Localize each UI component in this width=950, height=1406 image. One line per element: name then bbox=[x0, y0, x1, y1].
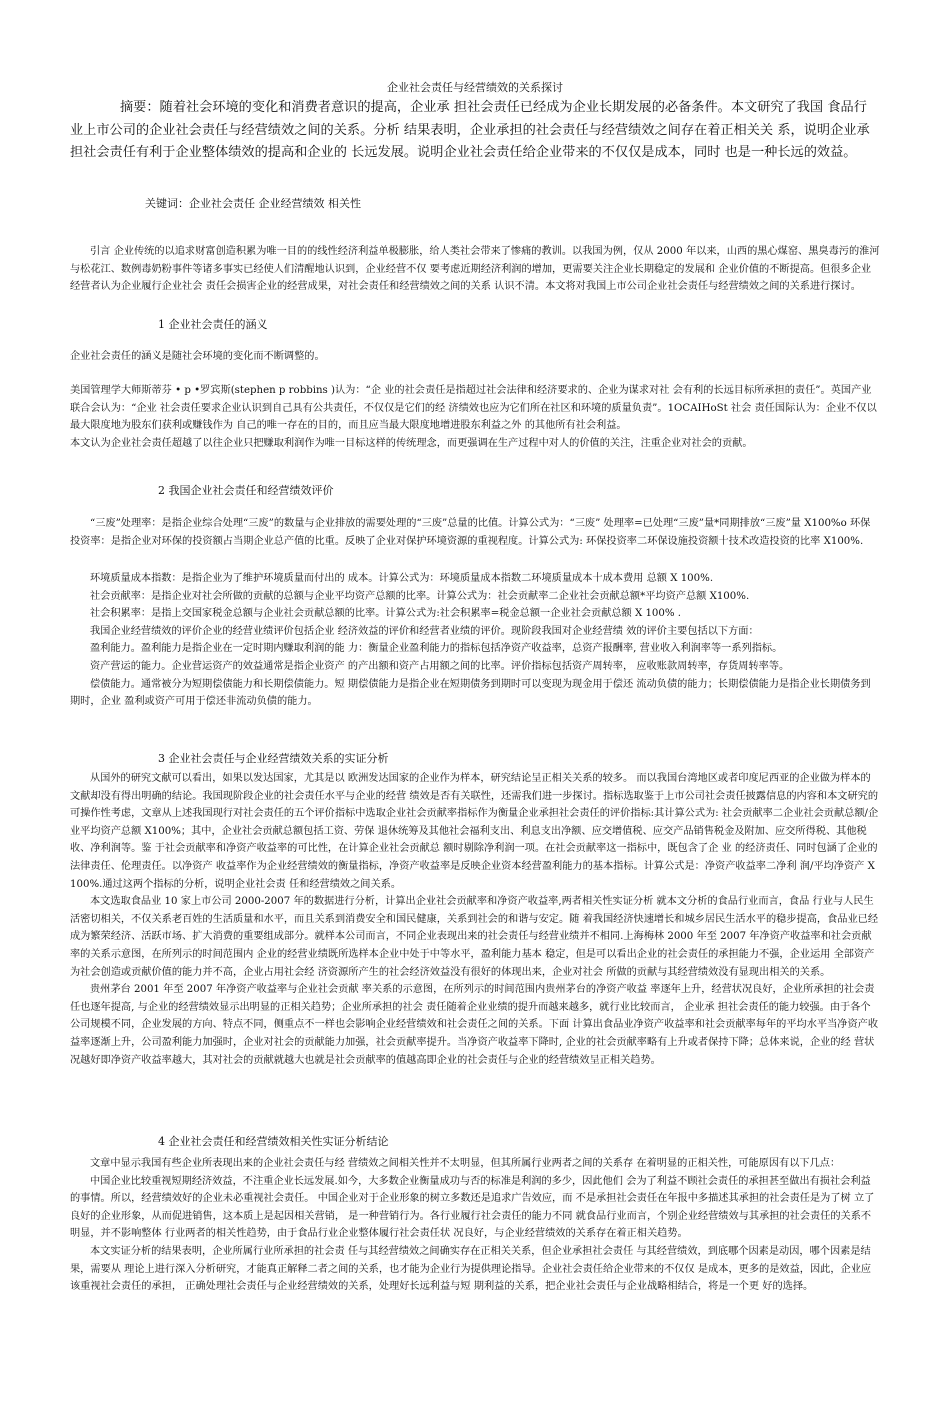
section-2-item: 资产营运的能力。企业营运资产的效益通常是指企业资产 的产出额和资产占用额之间的比率。评价指标包括资产周转率， 应收账款周转率，存货周转率等。 bbox=[90, 660, 790, 672]
section-2-item: 环境质量成本指数：是指企业为了维护环境质量而付出的 成本。计算公式为：环境质量成本指数二环境质量成本十成本费用 总额 X 100%. bbox=[90, 573, 714, 584]
section-2-heading: 2 我国企业社会责任和经营绩效评价 bbox=[158, 484, 334, 497]
section-4-paragraph: 文章中显示我国有些企业所表现出来的企业社会责任与经 营绩效之间相关性并不太明显，但其所属行业两者之间的关系存 在着明显的正相关性，可能原因有以下几点： bbox=[90, 1158, 841, 1169]
abstract: 摘要：随着社会环境的变化和消费者意识的提高，企业承 担社会责任已经成为企业长期发展的必备条件。本文研究了我国 食品行业上市公司的企业社会责任与经营绩效之间的关系。分析 结果表明，企业承担的社会责任与经营绩效之间存在着正相关关 系，说明企业承担社会责任有利于企业整体绩效的提高和企业的 长远发展。说明企业社会责任给企业带来的不仅仅是成本，同时 也是一种长远的效益。 bbox=[70, 100, 870, 160]
paper-title: 企业社会责任与经营绩效的关系探讨 bbox=[387, 81, 563, 94]
section-1-lead: 企业社会责任的涵义是随社会环境的变化而不断调整的。 bbox=[70, 351, 325, 362]
section-2-items bbox=[70, 570, 880, 711]
section-3-paragraph: 从国外的研究文献可以看出，如果以发达国家，尤其是以 欧洲发达国家的企业作为样本，研究结论呈正相关关系的较多。 而以我国台湾地区或者印度尼西亚的企业做为样本的文献却没有得出明确的结论。我国现阶段企业的社会责任水平与企业的经营 绩效是否有关联性，还需我们进一步探讨。指标选取鉴于上市公司社会责任披露信息的内容和本文研究的可操作性考虑，文章从上述我国现行对社会责任的五个评价指标中选取企业社会贡献率指标作为衡量企业承担社会责任的评价指标:其计算公式为: 社会贡献率二企业社会贡献总额/企业平均资产总额 X100%；其中，企业社会贡献总额包括工资、劳保 退休统筹及其他社会福利支出、利息支出净额、应交增值税、应交产品销售税金及附加、应交所得税、其他税收、净利润等。鉴 于社会贡献率和净资产收益率的可比性，在计算企业社会贡献总 额时剔除净利润一项。在社会贡献率这一指标中，既包含了企 业 的经济责任、同时包涵了企业的法律责任、伦理责任。以净资产 收益率作为企业经营绩效的衡量指标，净资产收益率是反映企业资本经营盈利能力的基本指标。计算公式是：净资产收益率二净利 润/平均净资产 X 100%.通过这两个指标的分析，说明企业社会责 任和经营绩效之间关系。 bbox=[70, 773, 879, 890]
section-2-item: 盈利能力。盈利能力是指企业在一定时期内赚取利润的能 力：衡量企业盈利能力的指标包括净资产收益率，总资产报酬率, 营业收入利润率等一系列指标。 bbox=[90, 643, 783, 655]
section-3-paragraph: 贵州茅台 2001 年至 2007 年净资产收益率与企业社会贡献 率关系的示意图，在所列示的时间范围内贵州茅台的净资产收益 率逐年上升，经营状况良好，企业所承担的社会责任也逐年提高, 与企业的经营绩效显示出明显的正相关趋势；企业所承担的社会 责任随着企业业绩的提升而越来越多，就行业比较而言， 企业承 担社会责任的能力较强。由于各个公司规模不同，企业发展的方向、特点不同，侧重点不一样也会影响企业经营绩效和社会责任之间的关系。下面 计算出食品业净资产收益率和社会贡献率每年的平均水平当净资产收益率逐渐上升，公司盈利能力加强时，企业对社会的贡献能力加强，社会贡献率提升。当净资产收益率下降时, 企业的社会贡献率略有上升或者保持下降；总体来说，企业的经 营状况越好即净资产收益率越大，其对社会的贡献就越大也就是社会贡献率的值越高即企业的社会责任与企业的经营绩效呈正相关趋势。 bbox=[70, 984, 879, 1066]
section-3-heading: 3 企业社会责任与企业经营绩效关系的实证分析 bbox=[158, 752, 389, 765]
introduction-paragraph: 引言 企业传统的以追求财富创造积累为唯一目的的线性经济利益单极膨胀，给人类社会带来了惨痛的教训。以我国为例，仅从 2000 年以来，山西的黑心煤窑、黑臭毒污的淮河与松花江、数例毒奶粉事件等诸多事实已经使人们清醒地认识到，企业经营不仅 要考虑近期经济利润的增加，更需要关注企业长期稳定的发展和 企业价值的不断提高。但很多企业经营者认为企业履行企业社会 责任会损害企业的经营成果，对社会责任和经营绩效之间的关系 认识不清。本文将对我国上市公司企业社会责任与经营绩效之间的关系进行探讨。 bbox=[70, 246, 880, 293]
section-4-paragraph: 中国企业比较重视短期经济效益，不注重企业长远发展.如今，大多数企业衡量成功与否的标准是利润的多少，因此他们 会为了利益不顾社会责任的承担甚至做出有损社会利益的事情。所以，经营绩效好的企业未必重视社会责任。 中国企业对于企业形象的树立多数还是追求广告效应，而 不是承担社会责任在年报中多描述其承担的社会责任是为了树 立了良好的企业形象，从而促进销售，这本质上是起因相关营销， 是一种营销行为。各行业履行社会责任的能力不同 就食品行业而言，个别企业经营绩效与其承担的社会责任的关系不明显，并不影响整体 行业两者的相关性趋势，由于食品行业企业整体履行社会责任状 况良好，与企业经营绩效的关系存在着正相关趋势。 bbox=[70, 1175, 875, 1240]
section-1-body bbox=[70, 382, 880, 452]
section-2-item: 偿债能力。通常被分为短期偿债能力和长期偿债能力。短 期偿债能力是指企业在短期债务到期时可以变现为现金用于偿还 流动负债的能力；长期偿债能力是指企业长期债务到期时，企业 盈利或资产可用于偿还非流动负债的能力。 bbox=[70, 678, 871, 708]
section-2-item: 社会积累率：是指上交国家税金总额与企业社会贡献总额的比率。计算公式为:社会积累率=税金总额一企业社会贡献总额 X 100% . bbox=[90, 608, 682, 620]
section-1-paragraph: 美国管理学大师斯蒂芬 • p •罗宾斯(stephen p robbins )认为：“企 业的社会责任是指超过社会法律和经济要求的、企业为谋求对社 会有利的长远目标所承担的责任”。英国产业联合会认为：“企业 社会责任要求企业认识到自己具有公共责任，不仅仅是它们的经 济绩效也应为它们所在社区和环境的质量负责”。1OCAIHoSt 社会 责任国际认为：企业不仅以最大限度地为股东们获利或赚钱作为 自己的唯一存在的目的，而且应当最大限度地增进股东利益之外 的其他所有社会利益。 bbox=[70, 385, 877, 432]
section-3-body bbox=[70, 770, 880, 1069]
section-4-paragraph: 本文实证分析的结果表明，企业所属行业所承担的社会责 任与其经营绩效之间确实存在正相关关系，但企业承担社会责任 与其经营绩效，到底哪个因素是动因，哪个因素是结果，需要从 理论上进行深入分析研究，才能真正解释二者之间的关系，也才能为企业行为提供理论指导。企业社会责任给企业带来的不仅仅 是成本，更多的是效益，因此，企业应该重视社会责任的承担， 正确处理社会责任与企业经营绩效的关系，处理好长远利益与短 期利益的关系，把企业社会责任与企业战略相结合，将是一个更 好的选择。 bbox=[70, 1245, 872, 1293]
section-4-heading: 4 企业社会责任和经营绩效相关性实证分析结论 bbox=[158, 1135, 389, 1148]
section-2-paragraph: “三废”处理率：是指企业综合处理“三废”的数量与企业排放的需要处理的“三废”总量的比值。计算公式为：“三废” 处理率=已处理“三废”量*同期排放“三废”量 X100%o 环保投资率：是指企业对环保的投资额占当期企业总产值的比重。反映了企业对保护环境资源的重视程度。计算公式为: 环保投资率二环保设施投资额十技术改造投资的比率 X100%. bbox=[70, 518, 871, 547]
section-2-item: 我国企业经营绩效的评价企业的经营业绩评价包括企业 经济效益的评价和经营者业绩的评价。现阶段我国对企业经营绩 效的评价主要包括以下方面： bbox=[90, 625, 759, 637]
section-1-heading: 1 企业社会责任的涵义 bbox=[158, 318, 268, 331]
section-2-item: 社会贡献率：是指企业对社会所做的贡献的总额与企业平均资产总额的比率。计算公式为：社会贡献率二企业社会贡献总额*平均资产总额 X100%. bbox=[90, 590, 750, 602]
section-3-paragraph: 本文选取食品业 10 家上市公司 2000-2007 年的数据进行分析，计算出企业社会贡献率和净资产收益率,两者相关性实证分析 就本文分析的食品行业而言，食品 行业与人民生活密切相关，不仅关系老百姓的生活质量和水平，而且关系到消费安全和国民健康，关系到社会的和谐与安定。随 着我国经济快速增长和城乡居民生活水平的稳步提高，食品业已经成为繁荣经济、活跃市场、扩大消费的重要组成部分。就样本公司而言，不同企业表现出来的社会责任与经营业绩并不相同.上海梅林 2000 年至 2007 年净资产收益率和社会贡献率的关系示意图，在所列示的时间范围内 企业的经营业绩既所选样本企业中处于中等水平，盈利能力基本 稳定，但是可以看出企业的社会责任的承担能力不强，企业运用 全部资产为社会创造或贡献价值的能力并不高，企业占用社会经 济资源所产生的社会经济效益没有很好的体现出来，企业对社会 所做的贡献与其经营绩效没有显现出相关的关系。 bbox=[70, 896, 879, 978]
section-4-body bbox=[70, 1155, 880, 1296]
section-1-paragraph: 本文认为企业社会责任超越了以往企业只把赚取利润作为唯一目标这样的传统理念，而更强调在生产过程中对人的价值的关注，注重企业对社会的贡献。 bbox=[70, 437, 753, 449]
keywords: 关键词：企业社会责任 企业经营绩效 相关性 bbox=[145, 197, 361, 210]
